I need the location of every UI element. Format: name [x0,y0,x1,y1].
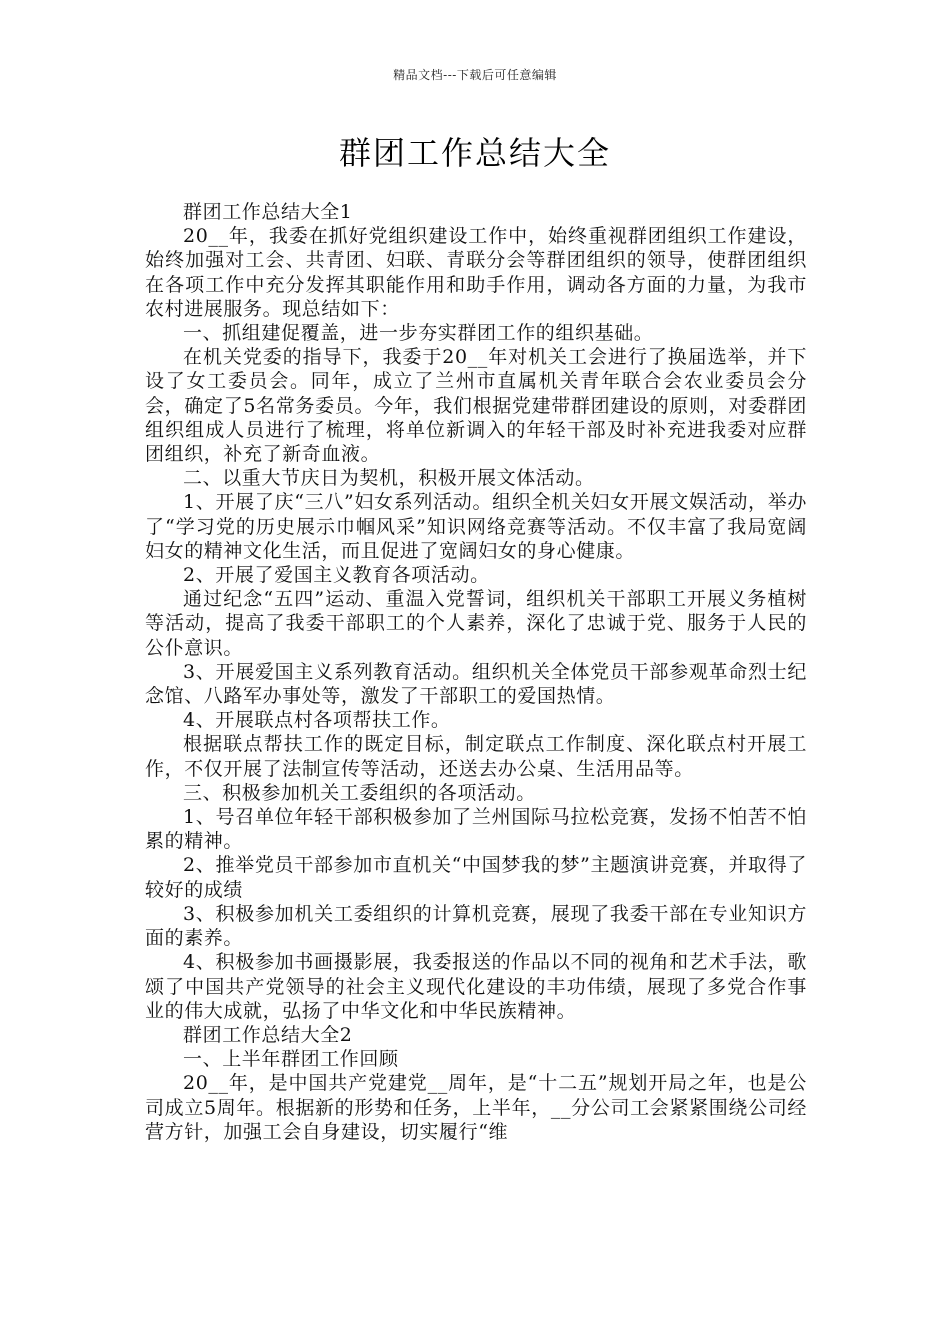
paragraph: 20__年，是中国共产党建党__周年，是“十二五”规划开局之年，也是公司成立5周年。根据新的形势和任务，上半年，__分公司工会紧紧围绕公司经营方针，加强工会自身建设，切实履行“维 [145,1072,807,1143]
paragraph: 1、号召单位年轻干部积极参加了兰州国际马拉松竞赛，发扬不怕苦不怕累的精神。 [145,806,807,853]
paragraph: 一、上半年群团工作回顾 [183,1048,399,1071]
document-body [145,200,807,1144]
paragraph: 群团工作总结大全1 [183,201,353,223]
paragraph: 4、开展联点村各项帮扶工作。 [183,709,451,732]
paragraph: 二、以重大节庆日为契机，积极开展文体活动。 [183,467,595,490]
paragraph: 2、开展了爱国主义教育各项活动。 [183,564,490,587]
document-title: 群团工作总结大全 [338,134,611,172]
paragraph: 4、积极参加书画摄影展，我委报送的作品以不同的视角和艺术手法，歌颂了中国共产党领导的社会主义现代化建设的丰功伟绩，展现了多党合作事业的伟大成就，弘扬了中华文化和中华民族精神。 [145,951,807,1022]
paragraph: 3、开展爱国主义系列教育活动。组织机关全体党员干部参观革命烈士纪念馆、八路军办事处等，激发了干部职工的爱国热情。 [145,660,807,708]
paragraph: 三、积极参加机关工委组织的各项活动。 [183,781,536,804]
paragraph: 2、推举党员干部参加市直机关“中国梦我的梦”主题演讲竞赛，并取得了较好的成绩 [145,854,807,901]
paragraph: 在机关党委的指导下，我委于20__年对机关工会进行了换届选举，并下设了女工委员会。同年，成立了兰州市直属机关青年联合会农业委员会分会，确定了5名常务委员。今年，我们根据党建带群团建设的原则，对委群团组织组成人员进行了梳理，将单位新调入的年轻干部及时补充进我委对应群团组织，补充了新奇血液。 [145,346,807,466]
paragraph: 20__年，我委在抓好党组织建设工作中，始终重视群团组织工作建设，始终加强对工会、共青团、妇联、青联分会等群团组织的领导，使群团组织在各项工作中充分发挥其职能作用和助手作用，调动各方面的力量，为我市农村进展服务。现总结如下： [145,225,807,320]
paragraph: 通过纪念“五四”运动、重温入党誓词，组织机关干部职工开展义务植树等活动，提高了我委干部职工的个人素养，深化了忠诚于党、服务于人民的公仆意识。 [145,588,807,659]
paragraph: 群团工作总结大全2 [183,1023,353,1046]
page-header: 精品文档---下载后可任意编辑 [393,68,557,82]
paragraph: 根据联点帮扶工作的既定目标，制定联点工作制度、深化联点村开展工作，不仅开展了法制宣传等活动，还送去办公桌、生活用品等。 [145,733,807,780]
paragraph: 一、抓组建促覆盖，进一步夯实群团工作的组织基础。 [183,322,654,345]
paragraph: 3、积极参加机关工委组织的计算机竞赛，展现了我委干部在专业知识方面的素养。 [145,902,807,950]
paragraph: 1、开展了庆“三八”妇女系列活动。组织全机关妇女开展文娱活动，举办了“学习党的历史展示巾帼风采”知识网络竞赛等活动。不仅丰富了我局宽阔妇女的精神文化生活，而且促进了宽阔妇女的身心健康。 [145,491,807,562]
